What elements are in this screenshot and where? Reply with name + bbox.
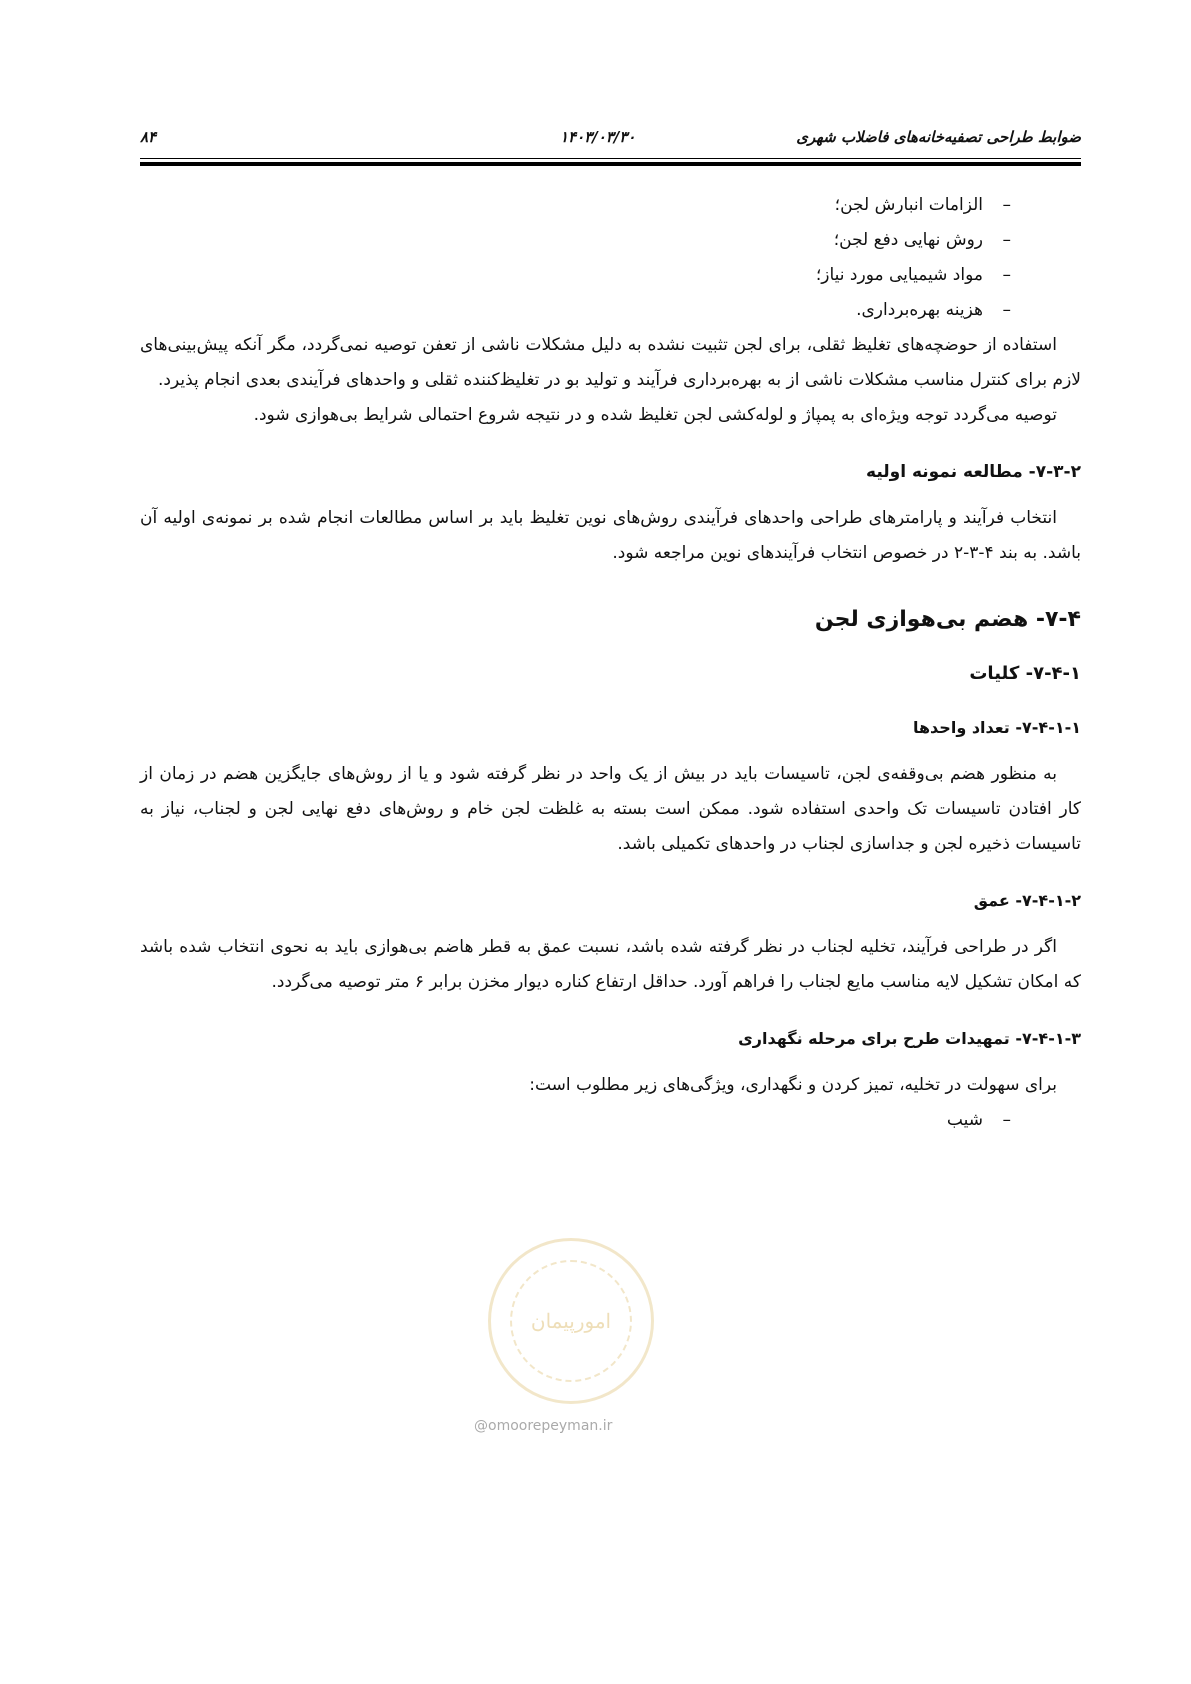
- list-item: –مواد شیمیایی مورد نیاز؛: [140, 258, 1081, 293]
- header-rule-thick: [140, 162, 1081, 166]
- header-rule-thin: [140, 158, 1081, 159]
- header-title: ضوابط طراحی تصفیه‌خانه‌های فاضلاب شهری: [796, 128, 1081, 146]
- watermark-url: @omoorepeyman.ir: [474, 1418, 613, 1434]
- paragraph-7-4-1-2: اگر در طراحی فرآیند، تخلیه لجناب در نظر گرفته شده باشد، نسبت عمق به قطر هاضم بی‌هوازی باید به نحوی انتخاب شده باشد که امکان تشکیل لایه مناسب مایع لجناب را فراهم آورد. حداقل ارتفاع کناره دیوار مخزن برابر ۶ متر توصیه می‌گردد.: [140, 937, 1081, 992]
- heading-7-4-1-1: ۷-۴-۱-۱- تعداد واحدها: [912, 718, 1081, 737]
- heading-7-4-1: ۷-۴-۱- کلیات: [969, 663, 1081, 684]
- page-number: ۸۴: [140, 128, 157, 146]
- watermark-seal: [488, 1238, 654, 1404]
- dash-icon: –: [1002, 230, 1011, 250]
- header-date: ۱۴۰۳/۰۳/۳۰: [560, 128, 636, 146]
- list-item: –روش نهایی دفع لجن؛: [140, 223, 1081, 258]
- list-item: –هزینه بهره‌برداری.: [140, 293, 1081, 328]
- heading-7-3-2: ۷-۳-۲- مطالعه نمونه اولیه: [866, 462, 1081, 482]
- paragraph-7-3-2: انتخاب فرآیند و پارامترهای طراحی واحدهای فرآیندی روش‌های نوین تغلیظ باید بر اساس مطالعات انجام شده بر نمونه‌ی اولیه آن باشد. به بند ۴-۳-۲ در خصوص انتخاب فرآیندهای نوین مراجعه شود.: [140, 508, 1081, 563]
- list-item: –شیب: [140, 1103, 1081, 1138]
- dash-icon: –: [1002, 265, 1011, 285]
- paragraph-7-4-1-1: به منظور هضم بی‌وقفه‌ی لجن، تاسیسات باید در بیش از یک واحد در نظر گرفته شود و یا از روش‌های جایگزین هضم در زمان از کار افتادن تاسیسات تک واحدی استفاده شود. ممکن است بسته به غلظت لجن خام و روش‌های دفع نهایی لجن و لجناب، نیاز به تاسیسات ذخیره لجن و جداسازی لجناب در واحدهای تکمیلی باشد.: [140, 764, 1081, 854]
- heading-7-4: ۷-۴- هضم بی‌هوازی لجن: [814, 607, 1081, 632]
- dash-icon: –: [1002, 1110, 1011, 1130]
- list-item: –الزامات انبارش لجن؛: [140, 188, 1081, 223]
- heading-7-4-1-3: ۷-۴-۱-۳- تمهیدات طرح برای مرحله نگهداری: [738, 1029, 1081, 1048]
- watermark-logo-icon: امورپیمان: [510, 1260, 632, 1382]
- dash-icon: –: [1002, 195, 1011, 215]
- paragraph-7-4-1-3: برای سهولت در تخلیه، تمیز کردن و نگهداری، ویژگی‌های زیر مطلوب است:: [529, 1075, 1057, 1095]
- page-content: [140, 188, 1081, 1138]
- paragraph-intro-2: توصیه می‌گردد توجه ویژه‌ای به پمپاژ و لوله‌کشی لجن تغلیظ شده و در نتیجه شروع احتمالی شرایط بی‌هوازی شود.: [253, 405, 1057, 425]
- bullet-list-top: [140, 188, 1081, 328]
- page-header: [140, 128, 1081, 152]
- paragraph-intro-1: استفاده از حوضچه‌های تغلیظ ثقلی، برای لجن تثبیت نشده به دلیل مشکلات ناشی از تعفن توصیه نمی‌گردد، مگر آنکه پیش‌بینی‌های لازم برای کنترل مناسب مشکلات ناشی از به بهره‌برداری فرآیند و تولید بو در تغلیظ‌کننده ثقلی و واحدهای فرآیندی بعدی انجام پذیرد.: [140, 335, 1081, 390]
- heading-7-4-1-2: ۷-۴-۱-۲- عمق: [973, 891, 1081, 910]
- dash-icon: –: [1002, 300, 1011, 320]
